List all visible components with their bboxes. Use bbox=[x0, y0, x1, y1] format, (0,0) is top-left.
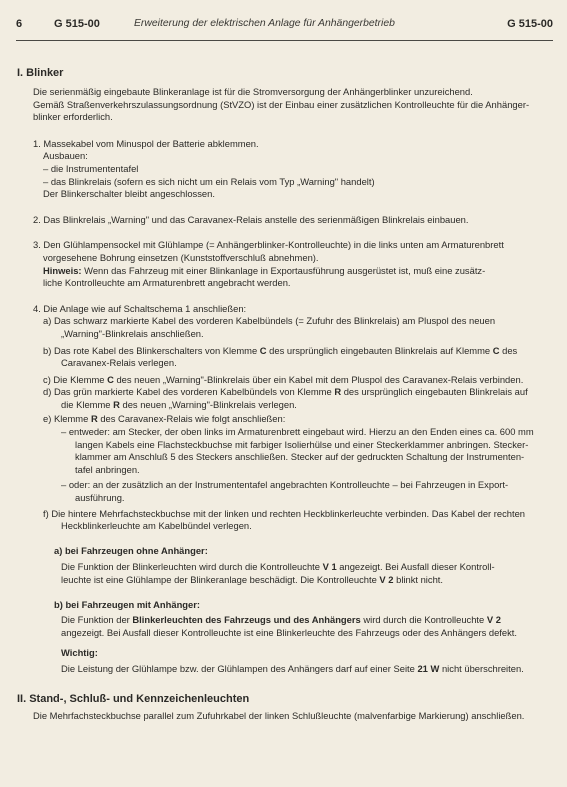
terminal-label: R bbox=[113, 398, 120, 410]
text-run: Die Funktion der Blinkerleuchten wird durch die Kontrolleuchte bbox=[61, 561, 323, 573]
step-4e-option-line: tafel anbringen. bbox=[75, 463, 140, 475]
step-4b bbox=[17, 345, 551, 358]
step-2: 2. Das Blinkrelais „Warning" und das Caravanex-Relais anstelle des serienmäßigen Blinkrelais einbauen. bbox=[33, 213, 469, 225]
step-4e-option: – oder: an der zusätzlich an der Instrumententafel angebrachten Kontrolleuchte – bei Fahrzeugen in Export- bbox=[61, 479, 509, 491]
step-4e-option-line: ausführung. bbox=[75, 492, 125, 504]
page-body bbox=[17, 66, 551, 722]
step-1-dash-item: – das Blinkrelais (sofern es sich nicht um ein Relais vom Typ „Warning" handelt) bbox=[43, 175, 375, 187]
wattage-label: 21 W bbox=[417, 662, 440, 674]
document-code-right: G 515-00 bbox=[507, 18, 553, 30]
intro-line: Die serienmäßig eingebaute Blinkeranlage ist für die Stromversorgung der Anhängerblinker unzureichend. bbox=[33, 86, 473, 97]
text-run: Die Funktion der bbox=[61, 614, 133, 626]
text-run: die Klemme bbox=[61, 398, 114, 410]
text-run: des bbox=[499, 344, 518, 356]
text-run: des Caravanex-Relais wie folgt anschließen: bbox=[97, 413, 286, 425]
step-4d bbox=[17, 386, 551, 399]
intro-line: Gemäß Straßenverkehrszulassungsordnung (StVZO) ist der Einbau einer zusätzlichen Kontrolleuchte für die Anhänger- bbox=[33, 98, 530, 110]
terminal-label: R bbox=[334, 386, 342, 398]
document-code-left: G 515-00 bbox=[54, 18, 100, 30]
text-run: leuchte ist eine Glühlampe der Blinkeranlage beschädigt. Die Kontrolleuchte bbox=[61, 574, 380, 585]
emphasis-text: Blinkerleuchten des Fahrzeugs und des Anhängers bbox=[132, 614, 361, 626]
page-header bbox=[16, 18, 553, 36]
text-run: c) Die Klemme bbox=[43, 373, 108, 385]
step-4a: a) Das schwarz markierte Kabel des vorderen Kabelbündels (= Zufuhr des Blinkrelais) am Pluspol des neuen bbox=[43, 315, 496, 327]
subsection-text: angezeigt. Bei Ausfall dieser Kontrolleuchte ist eine Blinkerleuchte des Fahrzeugs oder des Anhängers defekt. bbox=[61, 626, 518, 638]
step-1-ausbauen: Ausbauen: bbox=[43, 150, 88, 162]
step-4a-line: „Warning"-Blinkrelais anschließen. bbox=[61, 327, 204, 339]
subsection-ohne-anhaenger: a) bei Fahrzeugen ohne Anhänger: bbox=[54, 544, 208, 556]
step-4e-option-line: klammer am Anschluß 5 des Steckers anschließen. Stecker auf der gedruckten Schaltung der Instrumenten- bbox=[75, 451, 525, 463]
text-run: e) Klemme bbox=[43, 413, 91, 425]
text-run: des ursprünglich eingebauten Blinkrelais auf bbox=[341, 386, 528, 398]
hint-text: Wenn das Fahrzeug mit einer Blinkanlage in Exportausführung ausgerüstet ist, muß eine zusätz- bbox=[81, 264, 486, 276]
lamp-label: V 2 bbox=[486, 614, 501, 626]
step-4e-option-line: langen Kabels eine Flachsteckbuchse mit farbiger Isolierhülse und einer Steckerklammer anbringen. Stecker- bbox=[75, 438, 529, 450]
text-run: d) Das grün markierte Kabel des vorderen Kabelbündels von Klemme bbox=[43, 386, 335, 398]
step-1-dash-item: – die Instrumententafel bbox=[43, 162, 139, 174]
page-title: Erweiterung der elektrischen Anlage für Anhängerbetrieb bbox=[134, 18, 395, 29]
page-number: 6 bbox=[16, 18, 23, 30]
step-4e-option: – entweder: am Stecker, der oben links im Armaturenbrett eingebaut wird. Hierzu an den Enden eines ca. 600 mm bbox=[61, 426, 534, 438]
step-1: 1. Massekabel vom Minuspol der Batterie abklemmen. bbox=[33, 137, 259, 149]
step-4b-line: Caravanex-Relais verlegen. bbox=[61, 357, 177, 369]
step-3-hint-line: liche Kontrolleuchte am Armaturenbrett angebracht werden. bbox=[43, 277, 291, 289]
text-run: blinkt nicht. bbox=[393, 574, 444, 585]
step-3: 3. Den Glühlampensockel mit Glühlampe (= Anhängerblinker-Kontrolleuchte) in die links unten am Armaturenbrett bbox=[33, 239, 504, 251]
section-title-blinker: I. Blinker bbox=[17, 67, 64, 79]
lamp-label: V 1 bbox=[322, 561, 337, 573]
step-3-line: vorgesehene Bohrung einsetzen (Kunststoffverschluß abnehmen). bbox=[43, 251, 319, 263]
intro-line: blinker erforderlich. bbox=[33, 111, 113, 123]
terminal-label: C bbox=[107, 373, 114, 385]
step-4f: f) Die hintere Mehrfachsteckbuchse mit der linken und rechten Heckblinkerleuchte verbinden. Das Kabel der rechten bbox=[43, 507, 526, 519]
text-run: des neuen „Warning"-Blinkrelais über ein Kabel mit dem Pluspol des Caravanex-Relais verbinden. bbox=[113, 373, 524, 385]
text-run: des neuen „Warning"-Blinkrelais verlegen. bbox=[119, 398, 297, 410]
step-4c bbox=[17, 374, 551, 387]
subsection-text bbox=[17, 561, 551, 574]
text-run: wird durch die Kontrolleuchte bbox=[360, 614, 487, 626]
terminal-label: C bbox=[492, 344, 500, 356]
section-title-leuchten: II. Stand-, Schluß- und Kennzeichenleuchten bbox=[17, 692, 250, 705]
important-label: Wichtig: bbox=[61, 647, 98, 659]
text-run: nicht überschreiten. bbox=[439, 662, 524, 674]
text-run: b) Das rote Kabel des Blinkerschalters von Klemme bbox=[43, 344, 260, 356]
step-4: 4. Die Anlage wie auf Schaltschema 1 anschließen: bbox=[33, 302, 247, 314]
text-run: angezeigt. Bei Ausfall dieser Kontroll- bbox=[336, 561, 495, 573]
step-4d-line bbox=[17, 399, 551, 412]
lamp-label: V 2 bbox=[379, 574, 394, 585]
header-divider bbox=[16, 40, 553, 41]
text-run: des ursprünglich eingebauten Blinkrelais auf Klemme bbox=[266, 344, 493, 356]
subsection-text bbox=[17, 574, 551, 587]
terminal-label: R bbox=[90, 413, 98, 425]
hint-label: Hinweis: bbox=[43, 264, 82, 276]
step-4e bbox=[17, 413, 551, 426]
step-1-note: Der Blinkerschalter bleibt angeschlossen. bbox=[43, 188, 215, 200]
subsection-mit-anhaenger: b) bei Fahrzeugen mit Anhänger: bbox=[54, 598, 201, 610]
text-run: Die Leistung der Glühlampe bzw. der Glühlampen des Anhängers darf auf einer Seite bbox=[61, 662, 418, 674]
important-text bbox=[17, 663, 551, 676]
step-4f-line: Heckblinkerleuchte am Kabelbündel verlegen. bbox=[61, 520, 252, 532]
section-2-text: Die Mehrfachsteckbuchse parallel zum Zufuhrkabel der linken Schlußleuchte (malvenfarbige Markierung) anschließen. bbox=[33, 709, 525, 721]
subsection-text bbox=[17, 614, 551, 627]
terminal-label: C bbox=[259, 344, 267, 356]
step-3-hint bbox=[17, 265, 551, 278]
